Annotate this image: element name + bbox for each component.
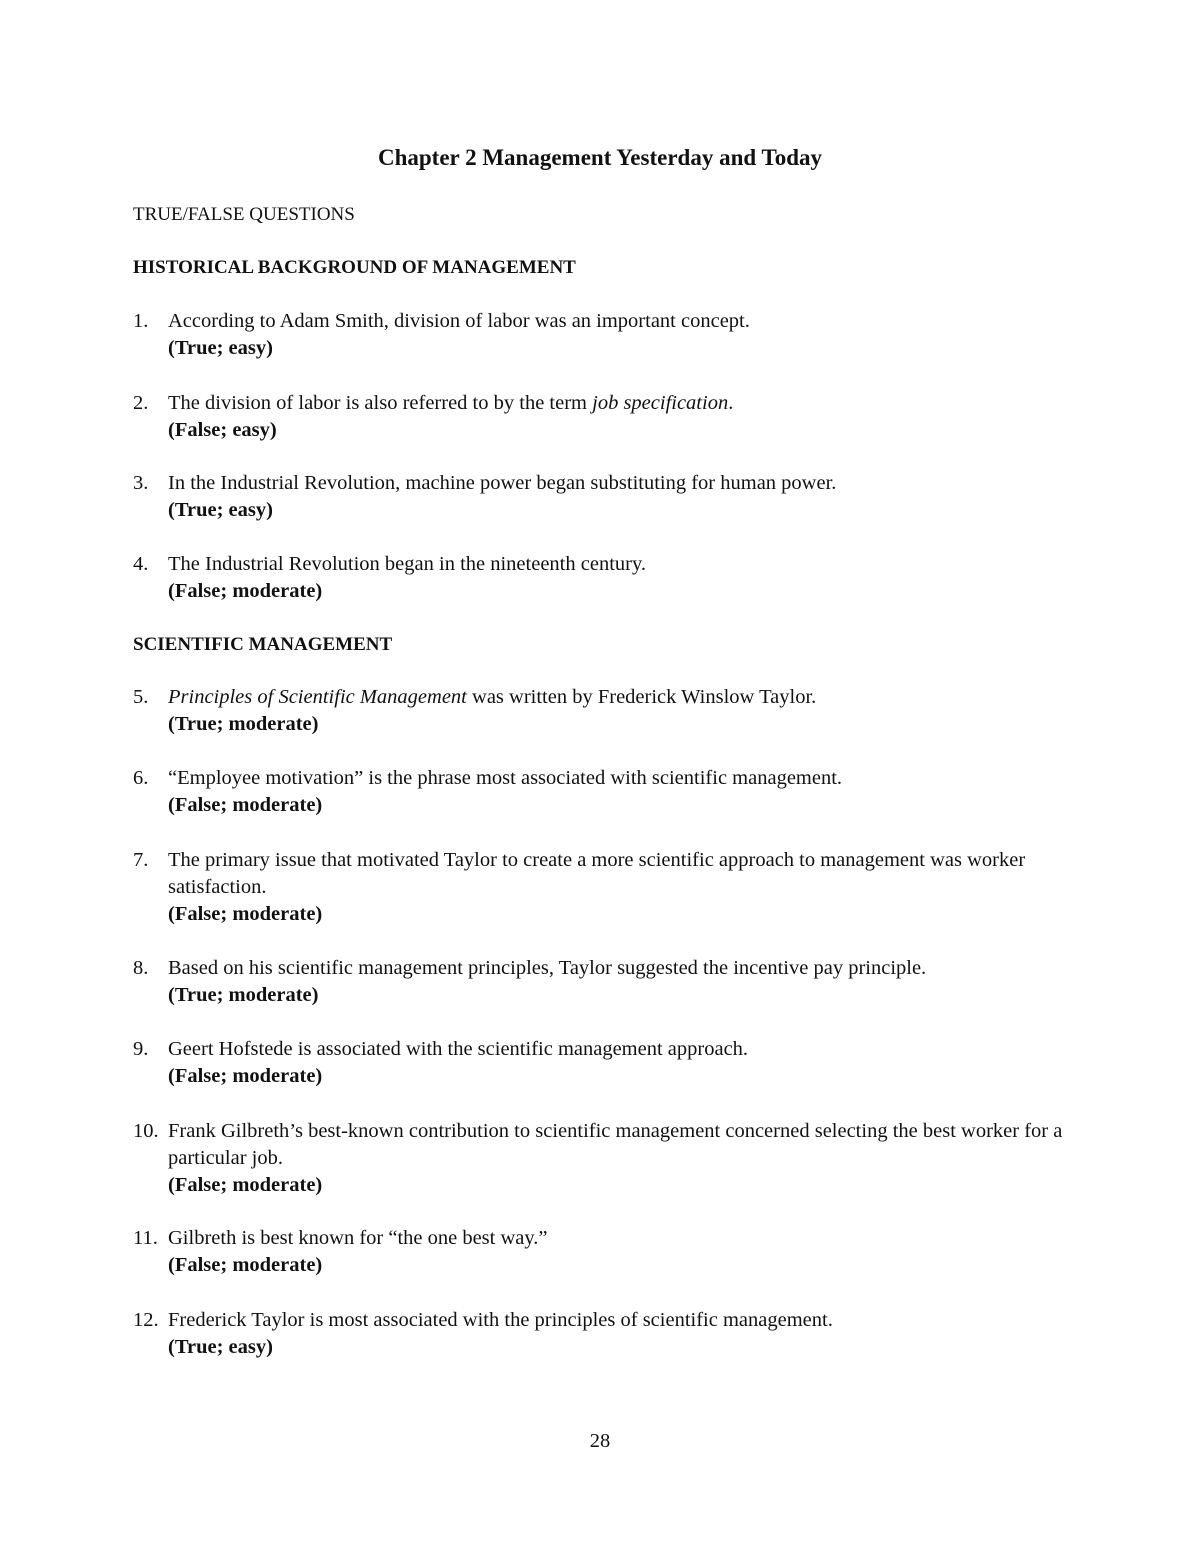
book-title-italic: Principles of Scientific Management (168, 686, 467, 708)
question-text: “Employee motivation” is the phrase most associated with scientific management. (168, 767, 843, 789)
question-answer: (False; moderate) (168, 1254, 323, 1276)
question-text: The division of labor is also referred to by the term job specification. (168, 392, 734, 414)
question-number: 1. (133, 310, 149, 332)
question-number: 8. (133, 957, 149, 979)
question-answer: (True; easy) (168, 337, 273, 359)
section-heading: TRUE/FALSE QUESTIONS (133, 204, 355, 225)
question-text: Gilbreth is best known for “the one best way.” (168, 1227, 548, 1249)
question-answer: (False; moderate) (168, 903, 323, 925)
question-number: 10. (133, 1120, 159, 1142)
question-answer: (False; easy) (168, 419, 277, 441)
question-answer: (False; moderate) (168, 580, 323, 602)
page-number: 28 (589, 1430, 611, 1452)
question-text: Principles of Scientific Management was written by Frederick Winslow Taylor. (168, 686, 817, 708)
question-number: 9. (133, 1038, 149, 1060)
question-number: 2. (133, 392, 149, 414)
question-answer: (True; easy) (168, 499, 273, 521)
question-text: In the Industrial Revolution, machine power began substituting for human power. (168, 472, 837, 494)
question-number: 3. (133, 472, 149, 494)
question-number: 5. (133, 686, 149, 708)
question-answer: (False; moderate) (168, 1174, 323, 1196)
subsection-heading-scientific: SCIENTIFIC MANAGEMENT (133, 634, 393, 655)
question-number: 4. (133, 553, 149, 575)
question-text: The Industrial Revolution began in the nineteenth century. (168, 553, 647, 575)
question-text: Frank Gilbreth’s best-known contribution to scientific management concerned selecting the best worker for a particular job. (168, 1120, 1063, 1169)
question-text: According to Adam Smith, division of labor was an important concept. (168, 310, 750, 332)
question-answer: (True; easy) (168, 1336, 273, 1358)
question-answer: (True; moderate) (168, 984, 319, 1006)
subsection-heading-historical: HISTORICAL BACKGROUND OF MANAGEMENT (133, 257, 576, 278)
question-answer: (False; moderate) (168, 1065, 323, 1087)
question-answer: (False; moderate) (168, 794, 323, 816)
question-answer: (True; moderate) (168, 713, 319, 735)
question-number: 11. (133, 1227, 158, 1249)
question-text: The primary issue that motivated Taylor to create a more scientific approach to management was worker satisfaction. (168, 849, 1026, 898)
question-text: Geert Hofstede is associated with the scientific management approach. (168, 1038, 749, 1060)
question-number: 7. (133, 849, 149, 871)
question-number: 6. (133, 767, 149, 789)
question-text: Frederick Taylor is most associated with the principles of scientific management. (168, 1309, 833, 1331)
question-text: Based on his scientific management principles, Taylor suggested the incentive pay principle. (168, 957, 927, 979)
question-number: 12. (133, 1309, 159, 1331)
page-title: Chapter 2 Management Yesterday and Today (377, 145, 823, 170)
question-term-italic: job specification (592, 392, 729, 414)
